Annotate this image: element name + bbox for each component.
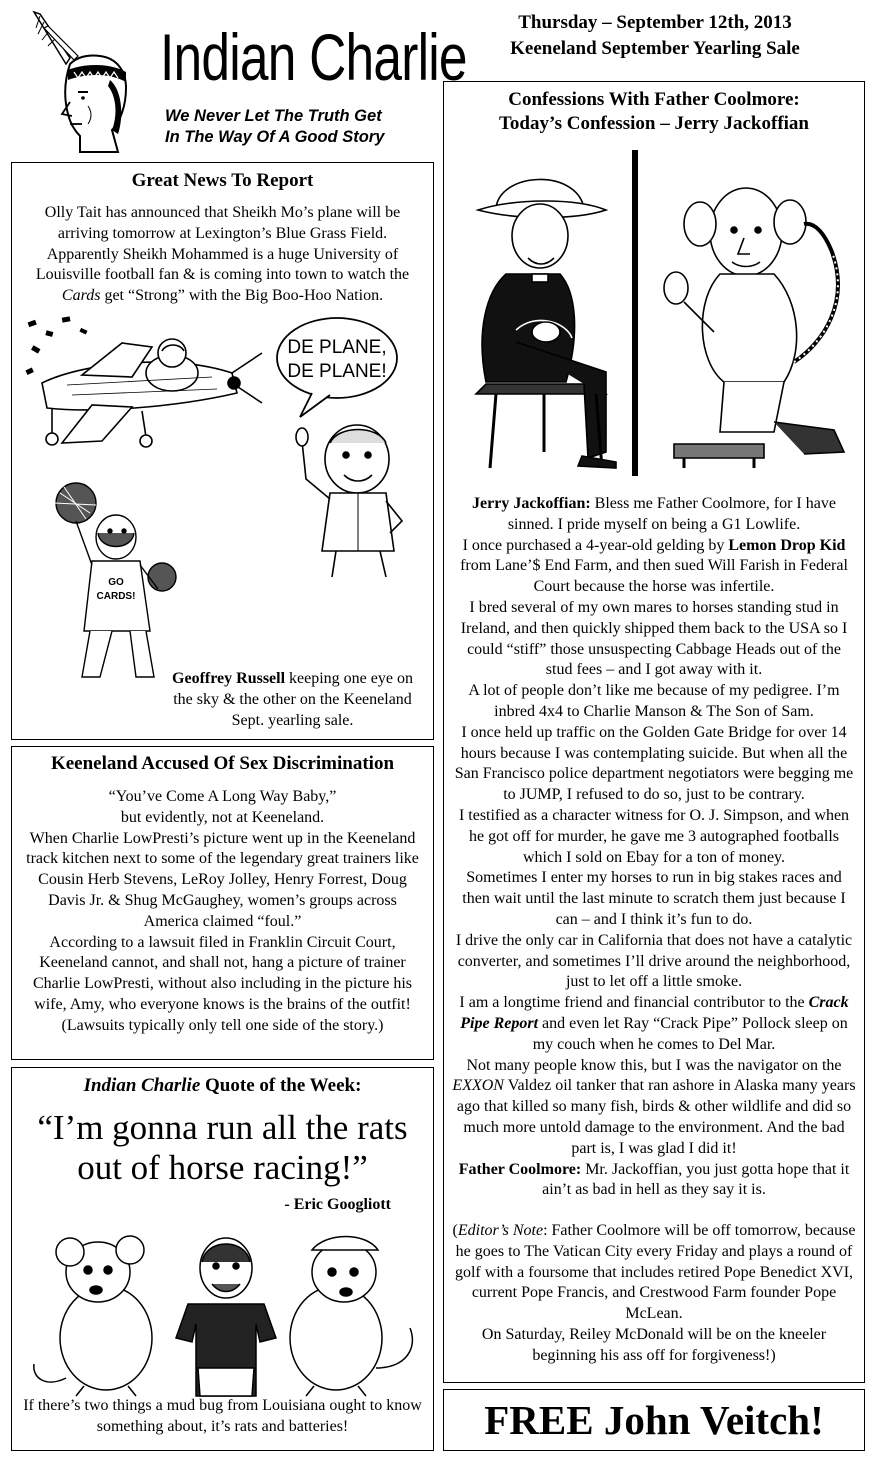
confession-line-7: Sometimes I enter my horses to run in big stakes races and then wait until the last minute to scratch them just because I can – and I think it’s fun to do. — [462, 869, 846, 928]
exxon-italic: EXXON — [452, 1077, 504, 1095]
confession-line-11: Mr. Jackoffian, you just gotta hope that it ain’t as bad in hell as they say it is. — [542, 1160, 850, 1199]
horse-name: Lemon Drop Kid — [728, 536, 846, 554]
quote-caption: If there’s two things a mud bug from Louisiana ought to know something about, it’s rats and batteries! — [23, 1397, 422, 1435]
issue-date: Thursday – September 12th, 2013 — [518, 12, 792, 33]
speech-line-1: DE PLANE, — [287, 337, 387, 358]
confession-line-5: I once held up traffic on the Golden Gate Bridge for over 14 hours because I was contemplating suicide. But when all the San Francisco police department negotiators were begging me to JUMP, I refused to do so, just to be contrary. — [454, 723, 854, 804]
confession-line-2a: I once purchased a 4-year-old gelding by — [462, 536, 725, 554]
sex-discrimination-paragraph-3: (Lawsuits typically only tell one side of the story.) — [61, 1016, 384, 1034]
sex-discrimination-paragraph-2: According to a lawsuit filed in Franklin Circuit Court, Keeneland cannot, and shall not, hang a picture of trainer Charlie LowPresti, without also including in the picture his wife, Amy, who everyone knows is the brains of the outfit! — [32, 933, 413, 1013]
editors-note-text: : Father Coolmore will be off tomorrow, because he goes to The Vatican City every Friday and plays a round of golf with a foursome that includes retired Pope Benedict XVI, current Pope Francis, and Crestwood Farm founder Pope McLean. — [454, 1222, 856, 1323]
speaker-jerry: Jerry Jackoffian: — [472, 495, 591, 512]
sex-discrimination-body — [20, 787, 425, 1037]
confession-line-9a: I am a longtime friend and financial contributor to the — [459, 994, 805, 1012]
tagline-line-1: We Never Let The Truth Get — [165, 107, 382, 125]
priest-illustration — [456, 162, 631, 472]
confession-divider — [632, 150, 638, 476]
dateline — [440, 10, 870, 62]
masthead-title: Indian Charlie — [160, 20, 467, 94]
cheerleader-illustration — [40, 481, 180, 691]
free-john-veitch-text: FREE John Veitch! — [484, 1397, 824, 1443]
great-news-text-end: get “Strong” with the Big Boo-Hoo Nation. — [104, 287, 384, 305]
confession-line-1: Bless me Father Coolmore, for I have sinned. I pride myself on being a G1 Lowlife. — [507, 495, 836, 533]
confession-line-10a: Not many people know this, but I was the navigator on the — [466, 1056, 842, 1074]
confession-line-6: I testified as a character witness for O. J. Simpson, and when he got off for murder, he gave me 3 autographed footballs which I sold on Ebay for a ton of money. — [458, 806, 850, 866]
publication-name: Crack Pipe Report — [460, 994, 849, 1032]
confession-body — [452, 494, 856, 1367]
confession-line-4: A lot of people don’t like me because of my pedigree. I’m inbred 4x4 to Charlie Manson & The Son of Sam. — [468, 682, 840, 720]
quote-heading-rest: Quote of the Week: — [205, 1075, 362, 1096]
editors-note — [452, 1221, 856, 1325]
great-news-heading: Great News To Report — [131, 170, 314, 191]
quote-text: “I’m gonna run all the rats out of horse racing!” — [37, 1108, 408, 1187]
speech-line-2: DE PLANE! — [287, 361, 387, 382]
quote-of-week-box — [11, 1067, 434, 1451]
caption-text: keeping one eye on the sky & the other on the Keeneland Sept. yearling sale. — [173, 670, 413, 729]
great-news-caption — [162, 669, 423, 731]
free-john-veitch-box — [443, 1389, 865, 1451]
editors-note-label: Editor’s Note — [457, 1222, 544, 1240]
speaker-father: Father Coolmore: — [458, 1160, 582, 1178]
confession-line-10b: Valdez oil tanker that ran ashore in Alaska many years ago that killed so many fish, birds & other wildlife and did so much more untold damage to the environment. And the bad part is, I was glad I did it! — [456, 1077, 856, 1157]
great-news-text: Olly Tait has announced that Sheikh Mo’s plane will be arriving tomorrow at Lexington’s Blue Grass Field. Apparently Sheikh Mohammed is a huge University of Louisville football fan & is coming into town to watch the — [35, 204, 410, 284]
slogan-line: “You’ve Come A Long Way Baby,” — [108, 788, 337, 805]
quote-heading-italic: Indian Charlie — [83, 1075, 201, 1096]
confession-line-3: I bred several of my own mares to horses standing stud in Ireland, and then quickly shipped them back to the USA so I could “stiff” those unsuspecting Cabbage Heads out of the stud fees – and I got away with it. — [460, 598, 848, 679]
confession-line-9b: and even let Ray “Crack Pipe” Pollock sleep on my couch when he comes to Del Mar. — [532, 1014, 848, 1053]
confessions-heading-line-1: Confessions With Father Coolmore: — [508, 89, 800, 110]
shirt-text-line-2: CARDS! — [96, 591, 136, 602]
sex-discrimination-heading: Keeneland Accused Of Sex Discrimination — [50, 753, 395, 774]
sex-discrimination-paragraph-1: When Charlie LowPresti’s picture went up in the Keeneland track kitchen next to some of the legendary great trainers like Cousin Herb Stevens, LeRoy Jolley, Henry Forrest, Doug Davis Jr. & Shug McGaughey, women’s groups across America claimed “foul.” — [26, 829, 419, 930]
confessions-heading — [444, 88, 864, 136]
confession-line-8: I drive the only car in California that does not have a catalytic converter, and sometimes I’ll drive around the neighborhood, just to let off a little smoke. — [455, 931, 853, 991]
caption-name: Geoffrey Russell — [172, 670, 286, 687]
kneeling-man-illustration — [654, 162, 858, 472]
event-name: Keeneland September Yearling Sale — [510, 38, 800, 59]
rats-illustration — [26, 1228, 422, 1398]
slogan-line-2: but evidently, not at Keeneland. — [120, 808, 325, 826]
cards-italic: Cards — [61, 287, 101, 305]
indian-head-logo — [26, 6, 138, 154]
speech-bubble — [272, 313, 402, 423]
great-news-body — [22, 203, 423, 307]
masthead-tagline — [165, 106, 425, 148]
confessions-heading-line-2: Today’s Confession – Jerry Jackoffian — [499, 113, 809, 134]
sex-discrimination-box — [11, 746, 434, 1060]
pointing-man-illustration — [282, 421, 422, 581]
editors-note-open: ( — [452, 1222, 458, 1240]
tagline-line-2: In The Way Of A Good Story — [165, 128, 385, 146]
quote-attribution: - Eric Googliott — [284, 1196, 391, 1213]
editors-note-2: On Saturday, Reiley McDonald will be on the kneeler beginning his ass off for forgiveness!) — [481, 1326, 827, 1364]
confessions-box — [443, 81, 865, 1383]
quote-heading — [12, 1074, 433, 1098]
shirt-text-line-1: GO — [108, 577, 124, 588]
plane-cartoon-illustration — [22, 313, 272, 458]
great-news-box — [11, 162, 434, 740]
confession-line-2b: from Lane’$ End Farm, and then sued Will Farish in Federal Court because the horse was infertile. — [460, 557, 848, 596]
